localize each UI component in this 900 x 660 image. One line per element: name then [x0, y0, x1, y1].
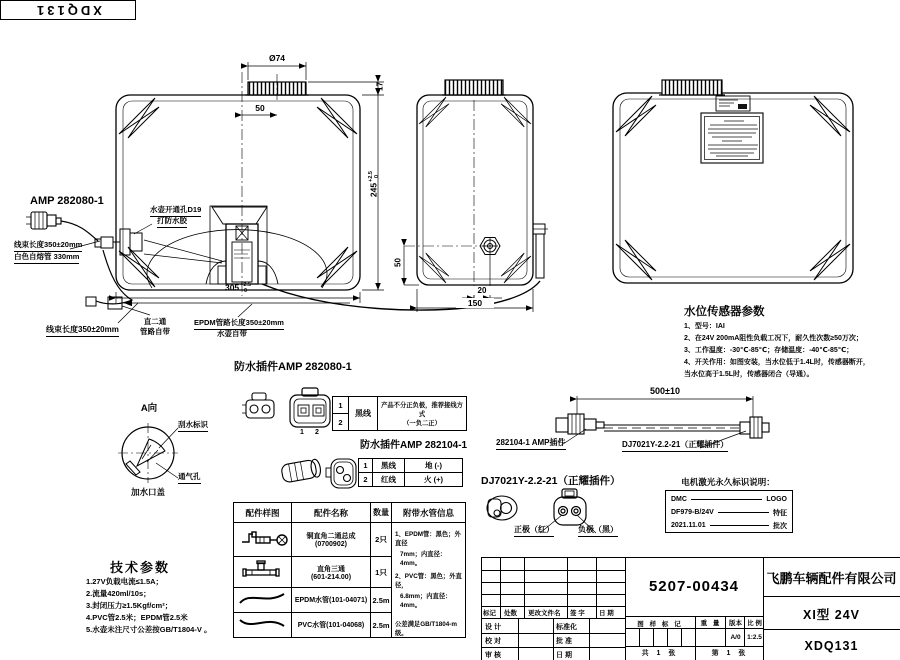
tech-param-line: 1.27V负载电流≤1.5A； [86, 577, 164, 586]
tech-param-line: 3.封闭压力≥1.5Kgf/cm²； [86, 601, 173, 610]
plug1-pin1-cell: 1 [333, 397, 349, 414]
tee-fitting-glyph [236, 559, 290, 581]
sensor-params-heading: 水位传感器参数 [684, 306, 765, 318]
plug1-pin2-cell: 2 [333, 414, 349, 431]
back-view [613, 80, 853, 283]
hose-curve-glyph [236, 615, 290, 631]
wiper-mark [137, 439, 165, 466]
dim-tank-depth: 150 [456, 298, 494, 308]
motor-row: DMC LOGO [671, 496, 787, 503]
tb-weight: 重 量 [695, 616, 726, 628]
plug1-note-cell: 产品不分正负极，推荐接线方式 （一负二正） [378, 397, 467, 431]
sensor-param-line: 2、在24V 200mA阻性负载工况下，耐久性次数≥50万次； [684, 335, 863, 342]
small-spec-label [716, 96, 750, 111]
tb-design: 设 计 [485, 624, 501, 631]
tb-approve: 批 准 [556, 638, 572, 645]
motor-row: 2021.11.01 批次 [671, 522, 787, 530]
plug1-face-pin2: 2 [315, 429, 319, 436]
sensor-param-line: 4、开关作用：如图安装，当水位低于1.4L时，传感器断开， [684, 359, 870, 366]
label-epdm-note: 水壶自带 [217, 329, 247, 338]
label-elbow: 直二通 [143, 317, 167, 326]
dim-sensor-height: 50 [393, 258, 403, 267]
plug2-heading: 防水插件AMP 282104-1 [360, 440, 468, 451]
dj-face-drawing [554, 489, 586, 525]
tb-drawing-number: XDQ131 [763, 629, 900, 660]
elbow-assembly-glyph [236, 525, 290, 549]
plug1-face-pin1: 1 [300, 429, 304, 436]
plug1-heading: 防水插件AMP 282080-1 [234, 361, 352, 373]
warning-label [701, 113, 763, 163]
tb-scale: 比 例 [744, 616, 764, 628]
harness-end-fitting [86, 297, 96, 306]
side-view [417, 80, 548, 285]
label-harness1-length: 线束长度350±20mm [14, 239, 82, 252]
part-glyph-pvc-hose [234, 613, 292, 638]
tb-scale-value: 1:2.5 [744, 628, 764, 646]
frame-code-box [0, 0, 136, 20]
tech-param-line: 4.PVC管2.5米；EPDM管2.5米 [86, 613, 188, 622]
dj-positive-label: 正极（红） [514, 524, 554, 537]
parts-row: 直角三通 (601-214.00) 1只 [234, 556, 466, 588]
parts-table: 配件样图 配件名称 数量 附带水管信息 铜直角二通总成 (0700902) 2只 1、EPDM管：黑色；外直径 7mm；内直径：4mm。 2、PVC管：黑色；外直径， 6.8mm；内直径：4mm。 公差满足GB/T1804-m级。 直角三通 (601-214.00) 1只 EPDM水管(101-04071) 2.5m PVC水管(101-04068) 2.5m [233, 502, 466, 638]
parts-row: EPDM水管(101-04071) 2.5m [234, 588, 466, 613]
parts-row: PVC水管(101-04068) 2.5m [234, 613, 466, 638]
tech-params-heading: 技术参数 [109, 560, 170, 575]
tb-version-value: A/0 [725, 628, 745, 646]
tb-model: XI型 24V [763, 596, 900, 630]
dim-cap-diameter: Ø74 [268, 53, 286, 63]
amp-connector-drawing [26, 212, 61, 229]
signature-table [482, 618, 625, 660]
dim-sensor-offset: 20 [470, 286, 494, 295]
revision-table [482, 558, 625, 618]
tb-part-number: 5207-00434 [648, 578, 740, 595]
label-tank-hole: 水壶开通孔D19 [150, 204, 201, 217]
sensor-param-line: 1、型号：IAI [684, 323, 725, 330]
tech-param-line: 5.水壶未注尺寸公差按GB/T1804-V 。 [86, 625, 212, 634]
rev-header-file: 更改文件名 [528, 610, 561, 617]
cable-left-label: 282104-1 AMP插件 [496, 437, 566, 450]
dim-tank-width: 305 +2.5 0 [224, 282, 252, 295]
sensor-param-line: 3、工作温度：-30℃-85℃；存储温度：-40℃-85℃； [684, 347, 854, 354]
label-view-a: A向 [140, 403, 158, 414]
dj-heading: DJ7021Y-2.2-21（正耀插件） [481, 475, 621, 487]
part-glyph-tee [234, 556, 292, 588]
motor-marking-heading: 电机激光永久标识说明： [681, 477, 775, 487]
rev-header-mark: 标记 [483, 610, 496, 617]
rev-header-date: 日 期 [599, 610, 614, 617]
label-elbow-note: 管路自带 [140, 327, 170, 336]
dim-cap-offset: 50 [255, 103, 265, 113]
filler-cap-back [662, 80, 722, 95]
label-amp-connector: AMP 282080-1 [30, 195, 104, 207]
label-vent-hole: 通气孔 [178, 471, 201, 484]
label-epdm-length: EPDM管路长度350±20mm [194, 317, 284, 330]
title-block [481, 557, 900, 660]
dj-negative-label: 负极（黑） [578, 524, 618, 537]
grommet-fitting [95, 229, 142, 255]
tb-audit: 审 核 [485, 652, 501, 659]
parts-info-cell: 1、EPDM管：黑色；外直径 7mm；内直径：4mm。 2、PVC管：黑色；外直径， 6.8mm；内直径：4mm。 公差满足GB/T1804-m级。 [392, 523, 466, 638]
sensor-param-line: 当水位高于1.5L时，传感器闭合（导通）。 [684, 371, 814, 378]
plug1-wire-cell: 黑线 [349, 397, 378, 431]
tb-version: 版本 [725, 616, 745, 628]
tb-sheet-total: 共 1 张 [641, 650, 679, 657]
label-harness1-tube: 白色自熔管 330mm [14, 251, 79, 264]
cable-right-label: DJ7021Y-2.2-21（正耀插件） [622, 439, 728, 452]
rev-header-count: 处数 [504, 610, 517, 617]
filler-cap-side [445, 80, 503, 95]
dj-3d-drawing [487, 496, 517, 520]
dim-cable-length: 500±10 [650, 386, 680, 396]
plug2-wiring-table: 1 黑线 地 (-) 2 红线 火 (+) [358, 458, 463, 487]
dimension-lines [116, 62, 753, 417]
tb-date: 日 期 [556, 652, 572, 659]
motor-marking-box [665, 490, 793, 533]
tb-middle [625, 558, 763, 660]
label-harness2-length: 线束长度350±20mm [46, 324, 119, 337]
hose-curve-glyph [236, 590, 290, 606]
plug2-drawing [281, 459, 322, 483]
tb-right [763, 558, 900, 660]
plug1-face [290, 388, 330, 427]
side-outlet-fitting [533, 224, 548, 278]
tb-company: 飞鹏车辆配件有限公司 [766, 570, 897, 586]
fill-cap-view [118, 423, 178, 483]
part-glyph-epdm-hose [234, 588, 292, 613]
parts-row: 铜直角二通总成 (0700902) 2只 1、EPDM管：黑色；外直径 7mm；内直径：4mm。 2、PVC管：黑色；外直径， 6.8mm；内直径：4mm。 公差满足GB/T1804-m级。 [234, 523, 466, 557]
label-filler-cap: 加水口盖 [130, 487, 165, 497]
frame-code: XDQ131 [34, 2, 102, 18]
label-wiper-mark: 刮水标识 [178, 419, 208, 432]
plug1-drawing [242, 393, 274, 418]
tb-mark-header: 图 样 标 记 [625, 616, 695, 629]
motor-row: DF979-B/24V 特征 [671, 509, 787, 517]
rev-header-sign: 签 字 [570, 610, 585, 617]
label-tank-hole-glue: 打防水胶 [157, 215, 187, 228]
plug2-face [326, 459, 356, 488]
tb-standardization: 标准化 [556, 624, 577, 631]
dim-tank-height: 245 +2.5 0 [367, 171, 380, 198]
tb-sheet-no: 第 1 张 [695, 646, 764, 660]
tech-param-line: 2.流量420ml/10s； [86, 589, 151, 598]
harness-wire [61, 221, 98, 241]
part-glyph-elbow-assy [234, 523, 292, 557]
dim-cap-height: 17 [375, 82, 385, 91]
tb-check: 校 对 [485, 638, 501, 645]
plug1-wiring-table [332, 396, 467, 431]
